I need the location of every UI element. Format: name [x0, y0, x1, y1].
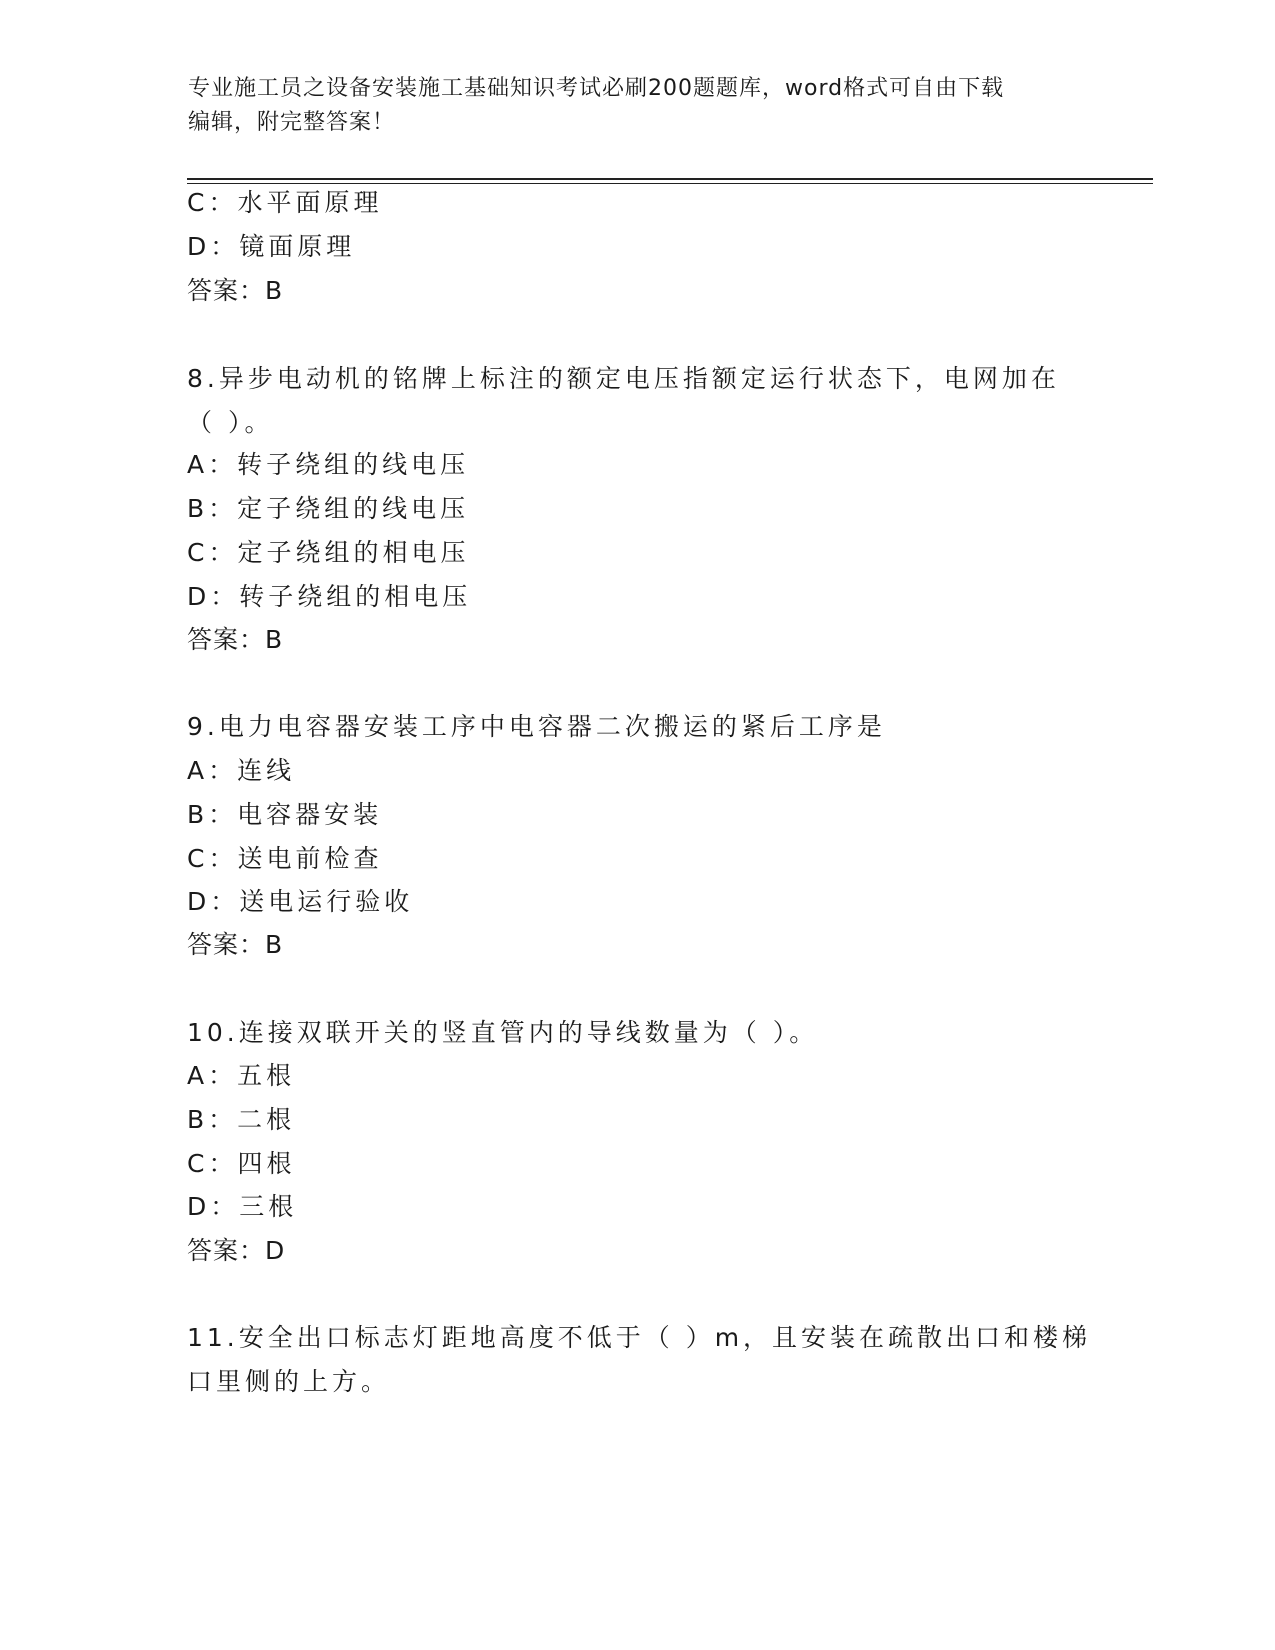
q10-option-d: D：三根 — [187, 1192, 298, 1221]
q9-option-b: B：电容器安装 — [187, 800, 383, 829]
q8-answer: 答案：B — [187, 625, 284, 654]
q10-answer: 答案：D — [187, 1236, 286, 1265]
q8-option-c: C：定子绕组的相电压 — [187, 538, 470, 567]
q8-stem-line-1: 8.异步电动机的铭牌上标注的额定电压指额定运行状态下，电网加在 — [187, 364, 1060, 393]
q8-stem-line-2: （ ）。 — [187, 408, 274, 437]
q11-stem-line-1: 11.安全出口标志灯距地高度不低于（ ）m，且安装在疏散出口和楼梯 — [187, 1323, 1092, 1352]
q8-option-d: D：转子绕组的相电压 — [187, 582, 472, 611]
document-header — [188, 72, 1088, 140]
q9-option-c: C：送电前检查 — [187, 844, 383, 873]
q9-answer: 答案：B — [187, 930, 284, 959]
q7-option-d: D：镜面原理 — [187, 232, 356, 261]
q11-stem-line-2: 口里侧的上方。 — [187, 1367, 391, 1396]
q9-option-a: A：连线 — [187, 756, 296, 785]
q7-answer: 答案：B — [187, 276, 284, 305]
header-divider-thick — [187, 178, 1153, 180]
q8-option-b: B：定子绕组的线电压 — [187, 494, 470, 523]
q10-option-b: B：二根 — [187, 1105, 296, 1134]
header-divider-thin — [187, 183, 1153, 184]
q9-stem-line-1: 9.电力电容器安装工序中电容器二次搬运的紧后工序是 — [187, 712, 886, 741]
q10-option-c: C：四根 — [187, 1149, 296, 1178]
q7-option-c: C：水平面原理 — [187, 188, 383, 217]
q8-option-a: A：转子绕组的线电压 — [187, 450, 470, 479]
header-title-line-2: 编辑，附完整答案！ — [188, 110, 396, 135]
q10-stem-line-1: 10.连接双联开关的竖直管内的导线数量为（ ）。 — [187, 1018, 819, 1047]
header-title-line-1: 专业施工员之设备安装施工基础知识考试必刷200题题库，word格式可自由下载 — [188, 76, 1005, 101]
q10-option-a: A：五根 — [187, 1061, 296, 1090]
q9-option-d: D：送电运行验收 — [187, 887, 414, 916]
